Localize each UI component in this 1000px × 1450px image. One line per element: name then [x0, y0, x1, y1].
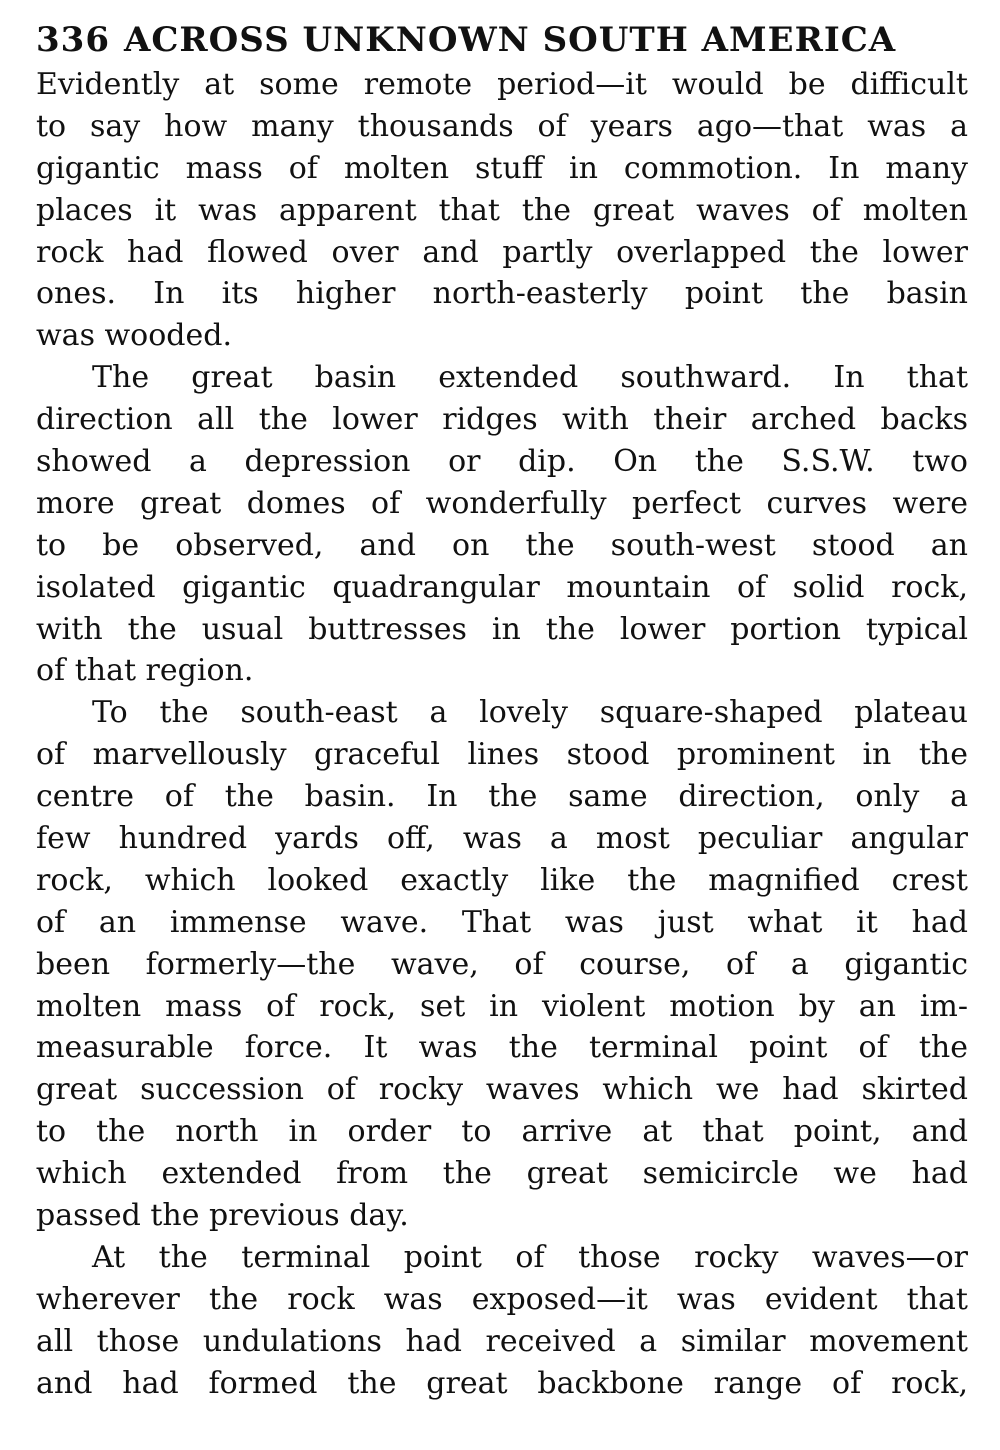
text-line: more great domes of wonderfully perfect curves were: [36, 485, 968, 521]
paragraph: [36, 357, 968, 692]
book-page: [36, 18, 968, 1405]
text-line: to be observed, and on the south-west stood an: [36, 527, 968, 563]
text-line: places it was apparent that the great waves of molten: [36, 192, 968, 228]
text-line: great succession of rocky waves which we had skirted: [36, 1072, 968, 1108]
text-line: centre of the basin. In the same direction, only a: [36, 779, 968, 815]
text-line: of marvellously graceful lines stood prominent in the: [36, 737, 968, 773]
text-line: measurable force. It was the terminal point of the: [36, 1030, 968, 1066]
paragraph: [36, 1237, 968, 1405]
running-title: ACROSS UNKNOWN SOUTH AMERICA: [123, 20, 897, 60]
text-line: of an immense wave. That was just what it had: [36, 904, 968, 940]
text-line: rock, which looked exactly like the magnified crest: [36, 862, 968, 898]
text-line: At the terminal point of those rocky waves—or: [92, 1239, 968, 1275]
text-line: The great basin extended southward. In that: [92, 360, 968, 396]
text-line: which extended from the great semicircle we had: [36, 1156, 968, 1192]
paragraph: [36, 64, 968, 357]
text-line: to say how many thousands of years ago—that was a: [36, 108, 968, 144]
text-line: molten mass of rock, set in violent motion by an im-: [36, 988, 968, 1024]
text-line: with the usual buttresses in the lower portion typical: [36, 611, 968, 647]
text-line: of that region.: [36, 653, 254, 689]
text-line: few hundred yards off, was a most peculiar angular: [36, 821, 968, 857]
text-line: direction all the lower ridges with their arched backs: [36, 402, 968, 438]
text-line: gigantic mass of molten stuff in commotion. In many: [36, 150, 968, 186]
paragraph: [36, 692, 968, 1237]
text-line: showed a depression or dip. On the S.S.W. two: [36, 444, 968, 480]
text-line: wherever the rock was exposed—it was evident that: [36, 1281, 968, 1317]
text-line: To the south-east a lovely square-shaped plateau: [92, 695, 968, 731]
text-line: was wooded.: [36, 318, 232, 354]
running-header: [36, 18, 968, 62]
body-text: [36, 64, 968, 1405]
text-line: Evidently at some remote period—it would be difficult: [36, 67, 968, 102]
text-line: to the north in order to arrive at that point, and: [36, 1114, 968, 1150]
page-number: 336: [36, 20, 110, 60]
text-line: isolated gigantic quadrangular mountain of solid rock,: [36, 569, 968, 605]
text-line: all those undulations had received a similar movement: [36, 1323, 968, 1359]
text-line: rock had flowed over and partly overlapped the lower: [36, 234, 968, 270]
text-line: been formerly—the wave, of course, of a gigantic: [36, 946, 968, 982]
text-line: and had formed the great backbone range of rock,: [36, 1365, 968, 1401]
text-line: ones. In its higher north-easterly point the basin: [36, 276, 968, 312]
text-line: passed the previous day.: [36, 1198, 409, 1234]
